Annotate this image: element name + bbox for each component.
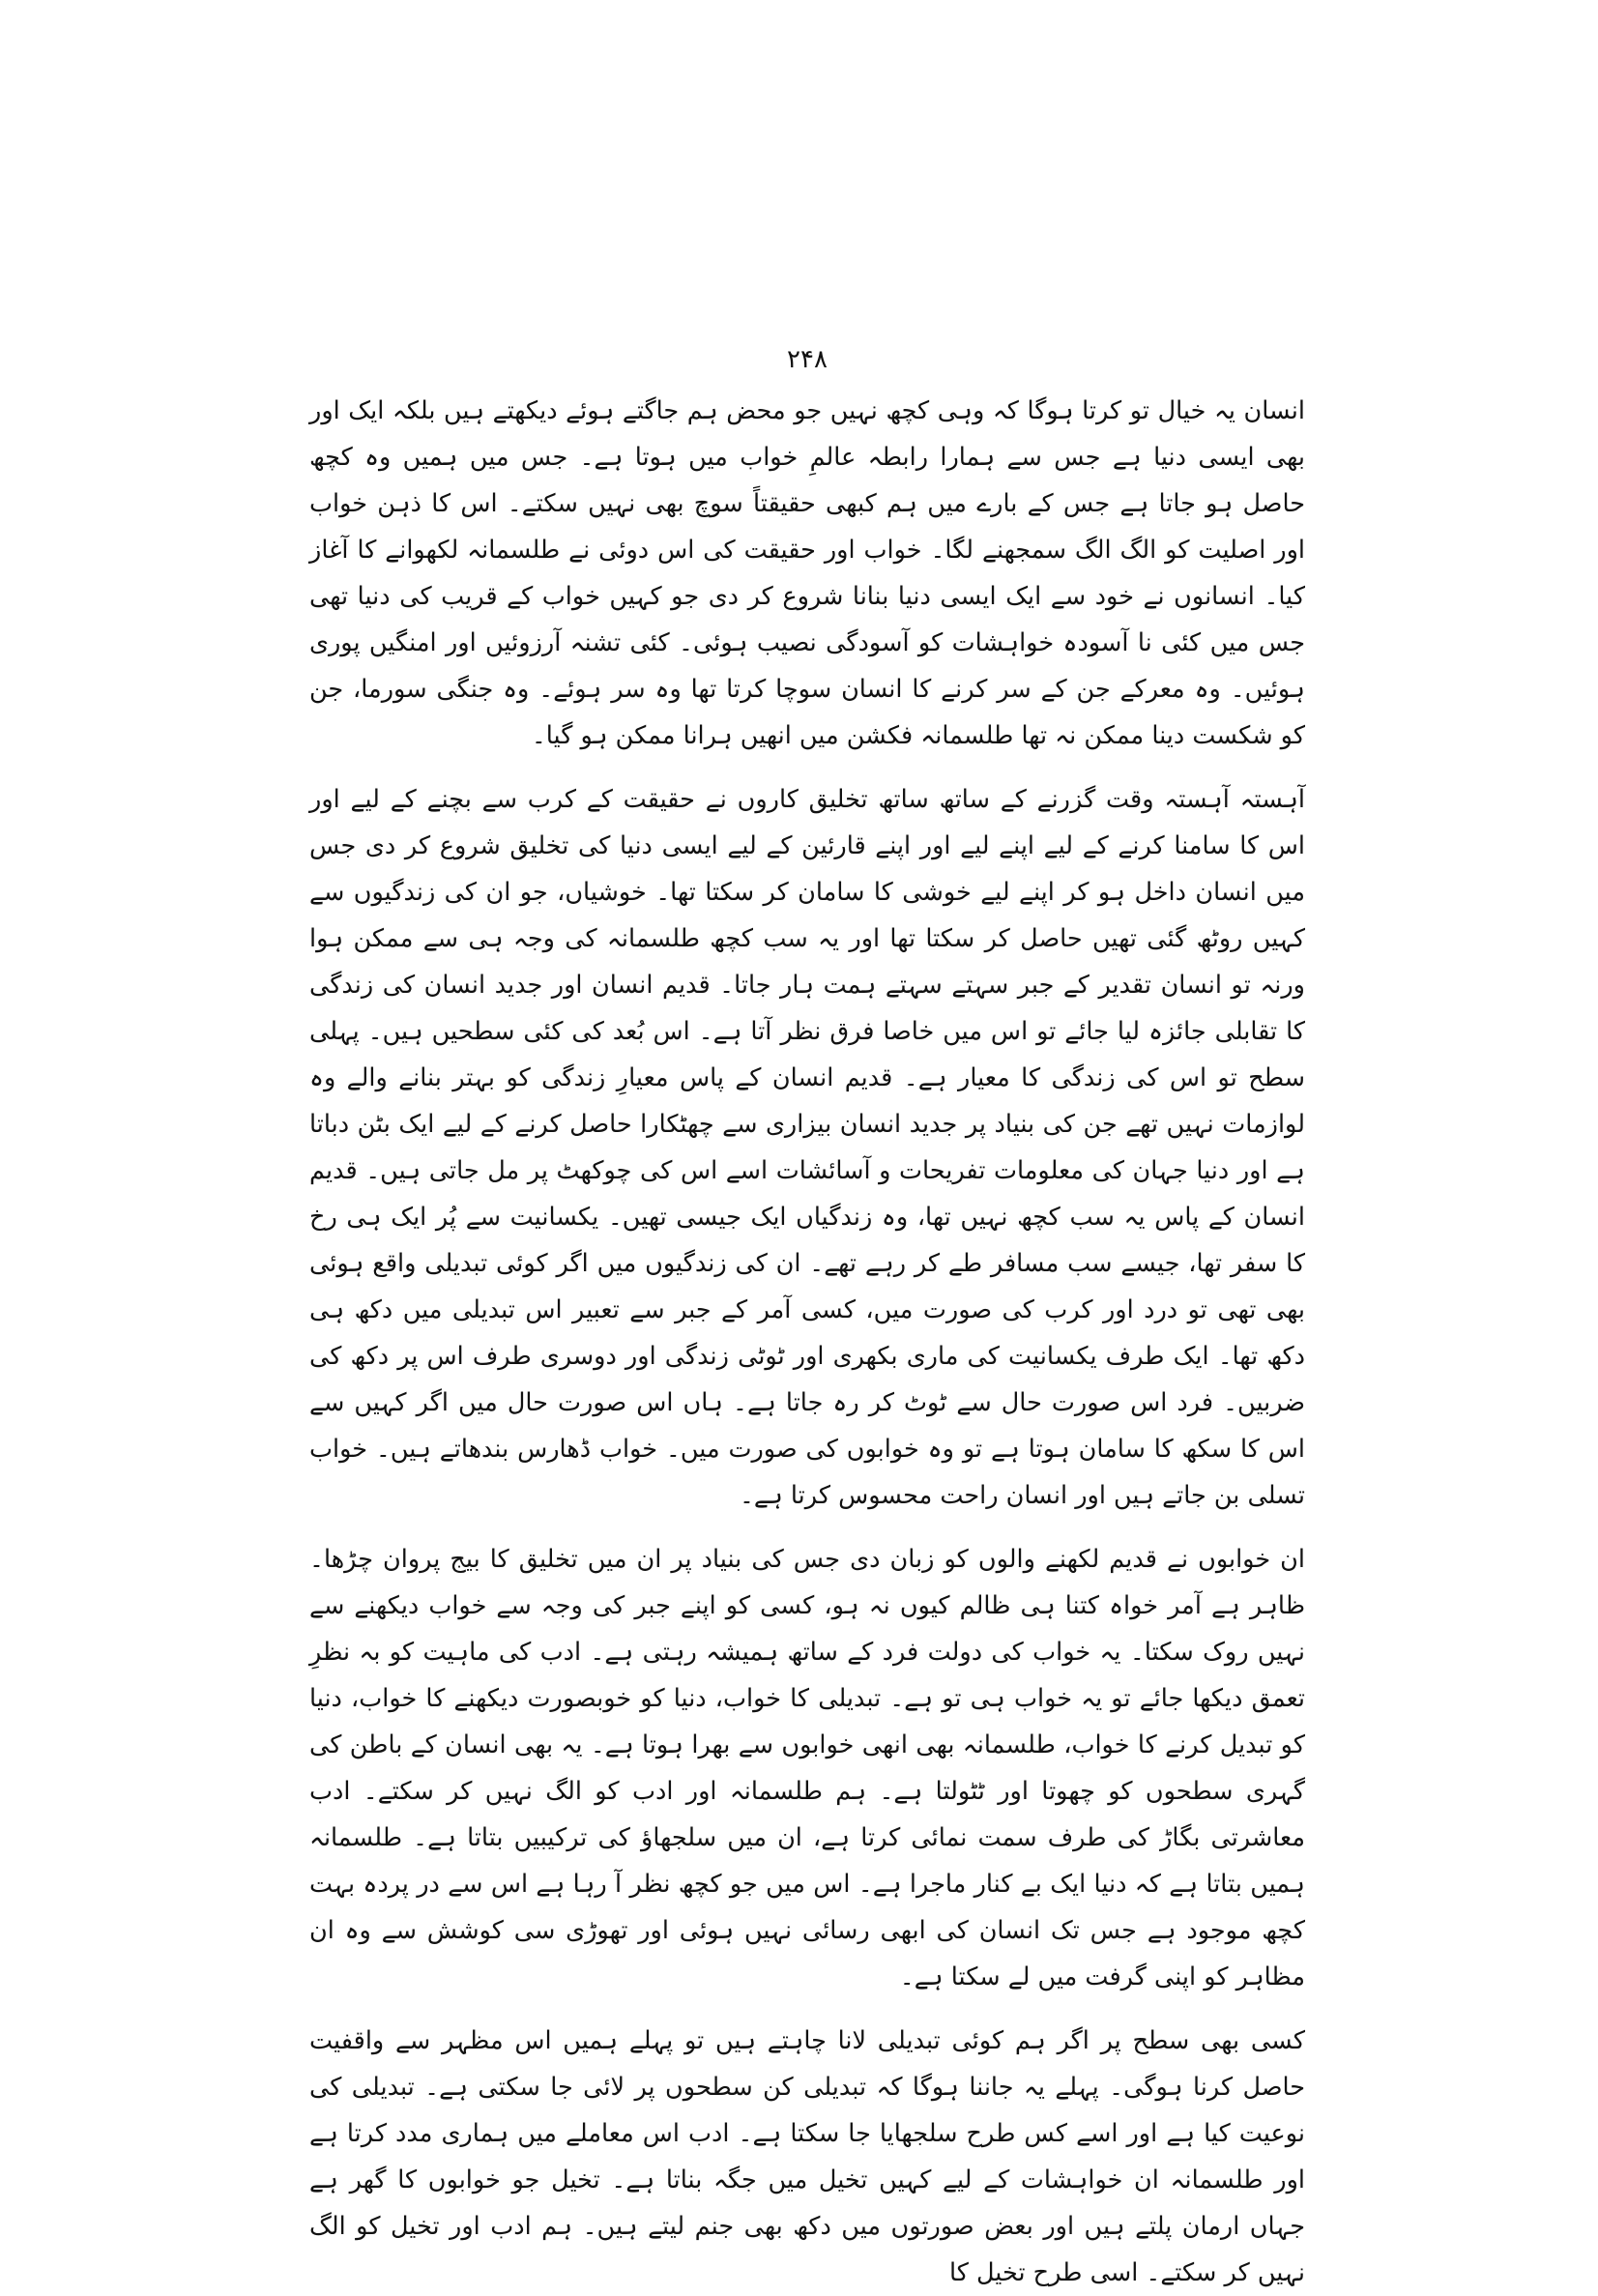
page-number: ۲۴۸	[787, 345, 828, 374]
paragraph-1: انسان یہ خیال تو کرتا ہوگا کہ وہی کچھ نہیں جو محض ہم جاگتے ہوئے دیکھتے ہیں بلکہ ایک اور بھی ایسی دنیا ہے جس سے ہمارا رابطہ عالمِ خواب میں ہوتا ہے۔ جس میں ہمیں وہ کچھ حاصل ہو جاتا ہے جس کے بارے میں ہم کبھی حقیقتاً سوچ بھی نہیں سکتے۔ اس کا ذہن خواب اور اصلیت کو الگ الگ سمجھنے لگا۔ خواب اور حقیقت کی اس دوئی نے طلسمانہ لکھوانے کا آغاز کیا۔ انسانوں نے خود سے ایک ایسی دنیا بنانا شروع کر دی جو کہیں خواب کے قریب کی دنیا تھی جس میں کئی نا آسودہ خواہشات کو آسودگی نصیب ہوئی۔ کئی تشنہ آرزوئیں اور امنگیں پوری ہوئیں۔ وہ معرکے جن کے سر کرنے کا انسان سوچا کرتا تھا وہ سر ہوئے۔ وہ جنگی سورما، جن کو شکست دینا ممکن نہ تھا طلسمانہ فکشن میں انھیں ہرانا ممکن ہو گیا۔	[309, 396, 1305, 750]
paragraph-3: ان خوابوں نے قدیم لکھنے والوں کو زبان دی جس کی بنیاد پر ان میں تخلیق کا بیج پروان چڑھا۔ ظاہر ہے آمر خواہ کتنا ہی ظالم کیوں نہ ہو، کسی کو اپنے جبر کی وجہ سے خواب دیکھنے سے نہیں روک سکتا۔ یہ خواب کی دولت فرد کے ساتھ ہمیشہ رہتی ہے۔ ادب کی ماہیت کو بہ نظرِ تعمق دیکھا جائے تو یہ خواب ہی تو ہے۔ تبدیلی کا خواب، دنیا کو خوبصورت دیکھنے کا خواب، دنیا کو تبدیل کرنے کا خواب، طلسمانہ بھی انھی خوابوں سے بھرا ہوتا ہے۔ یہ بھی انسان کے باطن کی گہری سطحوں کو چھوتا اور ٹٹولتا ہے۔ ہم طلسمانہ اور ادب کو الگ نہیں کر سکتے۔ ادب معاشرتی بگاڑ کی طرف سمت نمائی کرتا ہے، ان میں سلجھاؤ کی ترکیبیں بتاتا ہے۔ طلسمانہ ہمیں بتاتا ہے کہ دنیا ایک بے کنار ماجرا ہے۔ اس میں جو کچھ نظر آ رہا ہے اس سے در پردہ بہت کچھ موجود ہے جس تک انسان کی ابھی رسائی نہیں ہوئی اور تھوڑی سی کوشش سے وہ ان مظاہر کو اپنی گرفت میں لے سکتا ہے۔	[309, 1545, 1305, 1991]
paragraph-2: آہستہ آہستہ وقت گزرنے کے ساتھ ساتھ تخلیق کاروں نے حقیقت کے کرب سے بچنے کے لیے اور اس کا سامنا کرنے کے لیے اپنے لیے اور اپنے قارئین کے لیے ایسی دنیا کی تخلیق شروع کر دی جس میں انسان داخل ہو کر اپنے لیے خوشی کا سامان کر سکتا تھا۔ خوشیاں، جو ان کی زندگیوں سے کہیں روٹھ گئی تھیں حاصل کر سکتا تھا اور یہ سب کچھ طلسمانہ کی وجہ ہی سے ممکن ہوا ورنہ تو انسان تقدیر کے جبر سہتے سہتے ہمت ہار جاتا۔ قدیم انسان اور جدید انسان کی زندگی کا تقابلی جائزہ لیا جائے تو اس میں خاصا فرق نظر آتا ہے۔ اس بُعد کی کئی سطحیں ہیں۔ پہلی سطح تو اس کی زندگی کا معیار ہے۔ قدیم انسان کے پاس معیارِ زندگی کو بہتر بنانے والے وہ لوازمات نہیں تھے جن کی بنیاد پر جدید انسان بیزاری سے چھٹکارا حاصل کرنے کے لیے ایک بٹن دباتا ہے اور دنیا جہان کی معلومات تفریحات و آسائشات اسے اس کی چوکھٹ پر مل جاتی ہیں۔ قدیم انسان کے پاس یہ سب کچھ نہیں تھا، وہ زندگیاں ایک جیسی تھیں۔ یکسانیت سے پُر ایک ہی رخ کا سفر تھا، جیسے سب مسافر طے کر رہے تھے۔ ان کی زندگیوں میں اگر کوئی تبدیلی واقع ہوئی بھی تھی تو درد اور کرب کی صورت میں، کسی آمر کے جبر سے تعبیر اس تبدیلی میں دکھ ہی دکھ تھا۔ ایک طرف یکسانیت کی ماری بکھری اور ٹوٹی زندگی اور دوسری طرف اس پر دکھ کی ضربیں۔ فرد اس صورت حال سے ٹوٹ کر رہ جاتا ہے۔ ہاں اس صورت حال میں اگر کہیں سے اس کا سکھ کا سامان ہوتا ہے تو وہ خوابوں کی صورت میں۔ خواب ڈھارس بندھاتے ہیں۔ خواب تسلی بن جاتے ہیں اور انسان راحت محسوس کرتا ہے۔	[309, 785, 1305, 1510]
document-page	[309, 343, 1305, 2287]
paragraph-4: کسی بھی سطح پر اگر ہم کوئی تبدیلی لانا چاہتے ہیں تو پہلے ہمیں اس مظہر سے واقفیت حاصل کرنا ہوگی۔ پہلے یہ جاننا ہوگا کہ تبدیلی کن سطحوں پر لائی جا سکتی ہے۔ تبدیلی کی نوعیت کیا ہے اور اسے کس طرح سلجھایا جا سکتا ہے۔ ادب اس معاملے میں ہماری مدد کرتا ہے اور طلسمانہ ان خواہشات کے لیے کہیں تخیل میں جگہ بناتا ہے۔ تخیل جو خوابوں کا گھر ہے جہاں ارمان پلتے ہیں اور بعض صورتوں میں دکھ بھی جنم لیتے ہیں۔ ہم ادب اور تخیل کو الگ نہیں کر سکتے۔ اسی طرح تخیل کا	[309, 2026, 1305, 2287]
